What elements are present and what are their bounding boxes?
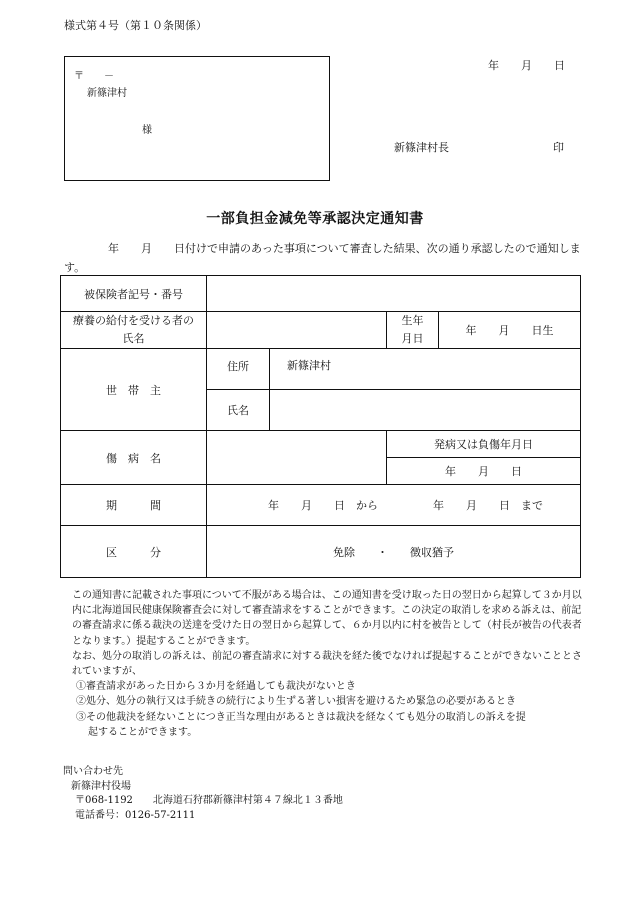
category-label: 区 分: [61, 526, 207, 578]
disease-name-value: [207, 431, 387, 485]
decision-table: [60, 275, 581, 578]
household-address-label: 住所: [207, 349, 270, 390]
period-value: 年 月 日 から 年 月 日 まで: [207, 485, 581, 526]
birth-date-label: [387, 312, 439, 349]
household-name-value: [270, 390, 581, 431]
recipient-name-value: [207, 312, 387, 349]
appeal-notes: [62, 588, 586, 740]
contact-heading: 問い合わせ先: [63, 766, 123, 777]
notes-item-1: ①審査請求があった日から３か月を経過しても裁決がないとき: [76, 681, 356, 693]
birth-label-line1: 生年: [401, 314, 424, 327]
document-title: 一部負担金減免等承認決定通知書: [206, 211, 424, 227]
notes-paragraph-1: この通知書に記載された事項について不服がある場合は、この通知書を受け取った日の翌日から起算して３か月以内に北海道国民健康保険審査会に対して審査請求をすることができます。この決定の取消しを求める訴えは、前記の審査請求に係る裁決の送達を受けた日の翌日から起算して、６か月以内に村を被告として（村長が被告の代表者となります。）提起することができます。: [72, 590, 582, 647]
insured-number-label: 被保険者記号・番号: [61, 276, 207, 312]
contact-block: [63, 765, 343, 823]
notes-item-2: ②処分、処分の執行又は手続きの続行により生ずる著しい損害を避けるため緊急の必要があるとき: [76, 696, 516, 708]
postal-code-field: 〒 －: [74, 71, 114, 82]
period-label: 期 間: [61, 485, 207, 526]
household-address-value: 新篠津村: [270, 349, 581, 390]
recipient-honorific: 様: [142, 125, 152, 136]
recipient-label-line1: 療養の給付を受ける者の: [73, 314, 194, 327]
category-value: 免除 ・ 徴収猶予: [207, 526, 581, 578]
date-month: 月: [521, 59, 532, 72]
insured-number-value: [207, 276, 581, 312]
recipient-label-line2: 氏名: [122, 332, 145, 345]
intro-text: 年 月 日付けで申請のあった事項について審査した結果、次の通り承認したので通知します。: [64, 242, 581, 274]
notes-item-3-continued: 起することができます。: [88, 726, 198, 738]
contact-phone: 電話番号：0126-57-2111: [75, 809, 196, 821]
household-head-label: 世 帯 主: [61, 349, 207, 431]
birth-date-value: 年 月 日生: [439, 312, 581, 349]
notes-item-3: ③その他裁決を経ないことにつき正当な理由があるときは裁決を経なくても処分の取消しの訴えを提: [76, 711, 526, 723]
notes-paragraph-2: なお、処分の取消しの訴えは、前記の審査請求に対する裁決を経た後でなければ提起することができないこととされていますが、: [72, 650, 582, 678]
household-name-label: 氏名: [207, 390, 270, 431]
disease-name-label: 傷 病 名: [61, 431, 207, 485]
form-number: 様式第４号（第１０条関係）: [64, 19, 207, 32]
date-day: 日: [554, 59, 565, 72]
onset-date-label: 発病又は負傷年月日: [387, 431, 581, 458]
birth-label-line2: 月日: [401, 332, 424, 345]
onset-date-value: 年 月 日: [387, 458, 581, 485]
recipient-address-box: [64, 56, 330, 181]
issuer-mayor: 新篠津村長: [394, 141, 449, 154]
issue-date: [488, 57, 565, 73]
recipient-village: 新篠津村: [87, 88, 127, 99]
issuer-seal: 印: [553, 141, 564, 154]
recipient-name-label: [61, 312, 207, 349]
date-year: 年: [488, 59, 499, 72]
contact-address: 〒068-1192 北海道石狩郡新篠津村第４７線北１３番地: [75, 795, 343, 806]
contact-office: 新篠津村役場: [71, 780, 131, 792]
